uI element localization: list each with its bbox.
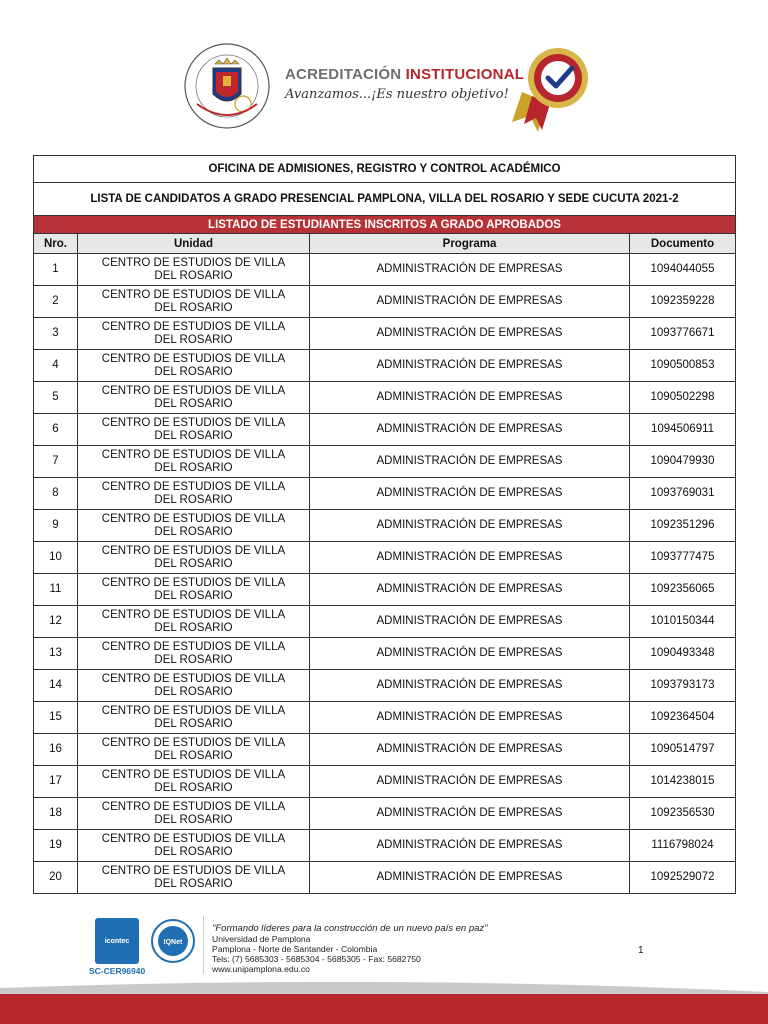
cell-documento — [630, 382, 736, 414]
documento-text: 1093793173 — [650, 679, 715, 692]
unidad-line-1: CENTRO DE ESTUDIOS DE VILLA — [101, 673, 286, 685]
row-number: 14 — [49, 679, 62, 692]
programa-text: ADMINISTRACIÓN DE EMPRESAS — [376, 711, 563, 724]
table-row — [34, 478, 736, 510]
unidad-line-2: DEL ROSARIO — [154, 301, 233, 314]
icontec-logo: icontec — [95, 918, 139, 964]
unidad-line-2: DEL ROSARIO — [154, 621, 233, 634]
documento-text: 1092529072 — [650, 871, 715, 884]
row-number: 19 — [49, 839, 62, 852]
cell-unidad — [78, 414, 310, 446]
row-number: 6 — [52, 423, 59, 436]
cell-documento — [630, 702, 736, 734]
accreditation-block — [285, 66, 524, 102]
unidad-line-2: DEL ROSARIO — [154, 653, 233, 666]
cell-programa — [310, 830, 630, 862]
list-title: LISTA DE CANDIDATOS A GRADO PRESENCIAL PAMPLONA, VILLA DEL ROSARIO Y SEDE CUCUTA 2021-2 — [34, 183, 736, 216]
table-row — [34, 510, 736, 542]
table-row — [34, 414, 736, 446]
row-number: 1 — [52, 263, 59, 276]
cell-documento — [630, 318, 736, 350]
documento-text: 1092356065 — [650, 583, 715, 596]
documento-text: 1094506911 — [650, 423, 715, 436]
unidad-line-2: DEL ROSARIO — [154, 493, 233, 506]
unidad-line-1: CENTRO DE ESTUDIOS DE VILLA — [101, 769, 286, 781]
programa-text: ADMINISTRACIÓN DE EMPRESAS — [376, 263, 563, 276]
cell-documento — [630, 670, 736, 702]
table-row — [34, 350, 736, 382]
documento-text: 1092351296 — [650, 519, 715, 532]
table-row — [34, 446, 736, 478]
programa-text: ADMINISTRACIÓN DE EMPRESAS — [376, 839, 563, 852]
certificate-code: SC-CER96940 — [89, 966, 146, 976]
documento-text: 1093769031 — [650, 487, 715, 500]
table-row — [34, 734, 736, 766]
cell-programa — [310, 286, 630, 318]
cell-nro — [34, 350, 78, 382]
unidad-line-1: CENTRO DE ESTUDIOS DE VILLA — [101, 705, 286, 717]
unidad-line-1: CENTRO DE ESTUDIOS DE VILLA — [101, 417, 286, 429]
unidad-line-2: DEL ROSARIO — [154, 685, 233, 698]
cell-documento — [630, 542, 736, 574]
cell-programa — [310, 382, 630, 414]
section-title: LISTADO DE ESTUDIANTES INSCRITOS A GRADO APROBADOS — [34, 216, 736, 234]
programa-text: ADMINISTRACIÓN DE EMPRESAS — [376, 295, 563, 308]
cell-nro — [34, 542, 78, 574]
programa-text: ADMINISTRACIÓN DE EMPRESAS — [376, 327, 563, 340]
cell-programa — [310, 446, 630, 478]
cell-documento — [630, 606, 736, 638]
accreditation-badge-logo — [510, 40, 592, 132]
row-number: 12 — [49, 615, 62, 628]
cell-documento — [630, 830, 736, 862]
programa-text: ADMINISTRACIÓN DE EMPRESAS — [376, 519, 563, 532]
candidates-table — [33, 155, 736, 894]
cell-nro — [34, 446, 78, 478]
unidad-line-1: CENTRO DE ESTUDIOS DE VILLA — [101, 289, 286, 301]
unidad-line-2: DEL ROSARIO — [154, 717, 233, 730]
footer-divider — [203, 916, 204, 974]
unidad-line-1: CENTRO DE ESTUDIOS DE VILLA — [101, 737, 286, 749]
footer-contact — [212, 924, 488, 974]
unidad-line-1: CENTRO DE ESTUDIOS DE VILLA — [101, 609, 286, 621]
unidad-line-1: CENTRO DE ESTUDIOS DE VILLA — [101, 513, 286, 525]
programa-text: ADMINISTRACIÓN DE EMPRESAS — [376, 807, 563, 820]
column-header-programa: Programa — [310, 234, 630, 254]
programa-text: ADMINISTRACIÓN DE EMPRESAS — [376, 743, 563, 756]
programa-text: ADMINISTRACIÓN DE EMPRESAS — [376, 487, 563, 500]
cell-unidad — [78, 542, 310, 574]
documento-text: 1090493348 — [650, 647, 715, 660]
programa-text: ADMINISTRACIÓN DE EMPRESAS — [376, 871, 563, 884]
programa-text: ADMINISTRACIÓN DE EMPRESAS — [376, 423, 563, 436]
cell-programa — [310, 606, 630, 638]
cell-programa — [310, 670, 630, 702]
table-row — [34, 254, 736, 286]
unidad-line-2: DEL ROSARIO — [154, 749, 233, 762]
column-header-nro: Nro. — [34, 234, 78, 254]
cell-nro — [34, 798, 78, 830]
table-row — [34, 286, 736, 318]
cell-documento — [630, 446, 736, 478]
cell-unidad — [78, 350, 310, 382]
cell-documento — [630, 798, 736, 830]
footer-phones: Tels: (7) 5685303 - 5685304 - 5685305 - Fax: 5682750 — [212, 954, 421, 964]
table-row — [34, 670, 736, 702]
documento-text: 1090479930 — [650, 455, 715, 468]
footer-red-band — [0, 994, 768, 1024]
cell-programa — [310, 638, 630, 670]
row-number: 8 — [52, 487, 59, 500]
table-row — [34, 798, 736, 830]
programa-text: ADMINISTRACIÓN DE EMPRESAS — [376, 679, 563, 692]
cell-unidad — [78, 254, 310, 286]
cell-documento — [630, 414, 736, 446]
cell-nro — [34, 414, 78, 446]
programa-text: ADMINISTRACIÓN DE EMPRESAS — [376, 455, 563, 468]
cell-nro — [34, 478, 78, 510]
row-number: 16 — [49, 743, 62, 756]
footer-university: Universidad de Pamplona — [212, 934, 311, 944]
row-number: 18 — [49, 807, 62, 820]
row-number: 10 — [49, 551, 62, 564]
cell-documento — [630, 862, 736, 894]
cell-nro — [34, 606, 78, 638]
programa-text: ADMINISTRACIÓN DE EMPRESAS — [376, 615, 563, 628]
table-row — [34, 574, 736, 606]
cell-nro — [34, 574, 78, 606]
programa-text: ADMINISTRACIÓN DE EMPRESAS — [376, 551, 563, 564]
cell-unidad — [78, 798, 310, 830]
accreditation-slogan: Avanzamos...¡Es nuestro objetivo! — [285, 87, 509, 102]
page-number: 1 — [638, 945, 644, 956]
cell-programa — [310, 798, 630, 830]
column-header-unidad: Unidad — [78, 234, 310, 254]
documento-text: 1094044055 — [650, 263, 715, 276]
cell-nro — [34, 318, 78, 350]
cell-nro — [34, 638, 78, 670]
row-number: 7 — [52, 455, 59, 468]
cell-documento — [630, 510, 736, 542]
unidad-line-2: DEL ROSARIO — [154, 781, 233, 794]
cell-programa — [310, 510, 630, 542]
cell-unidad — [78, 286, 310, 318]
table-row — [34, 382, 736, 414]
cell-programa — [310, 254, 630, 286]
documento-text: 1116798024 — [651, 839, 714, 852]
cell-unidad — [78, 382, 310, 414]
cell-nro — [34, 382, 78, 414]
unidad-line-1: CENTRO DE ESTUDIOS DE VILLA — [101, 257, 286, 269]
unidad-line-2: DEL ROSARIO — [154, 461, 233, 474]
cell-nro — [34, 254, 78, 286]
unidad-line-1: CENTRO DE ESTUDIOS DE VILLA — [101, 545, 286, 557]
list-title-row — [34, 183, 736, 216]
svg-text:IQNet: IQNet — [163, 939, 183, 946]
cell-nro — [34, 830, 78, 862]
table-row — [34, 638, 736, 670]
documento-text: 1090502298 — [650, 391, 715, 404]
cell-unidad — [78, 446, 310, 478]
documento-text: 1090514797 — [650, 743, 715, 756]
cell-programa — [310, 350, 630, 382]
row-number: 20 — [49, 871, 62, 884]
cell-programa — [310, 574, 630, 606]
cell-nro — [34, 510, 78, 542]
table-row — [34, 318, 736, 350]
cell-programa — [310, 734, 630, 766]
unidad-line-1: CENTRO DE ESTUDIOS DE VILLA — [101, 833, 286, 845]
programa-text: ADMINISTRACIÓN DE EMPRESAS — [376, 583, 563, 596]
cell-unidad — [78, 670, 310, 702]
column-header-documento: Documento — [630, 234, 736, 254]
cell-unidad — [78, 606, 310, 638]
cell-unidad — [78, 574, 310, 606]
table-row — [34, 830, 736, 862]
documento-text: 1010150344 — [650, 615, 715, 628]
unidad-line-1: CENTRO DE ESTUDIOS DE VILLA — [101, 641, 286, 653]
section-title-row — [34, 216, 736, 234]
programa-text: ADMINISTRACIÓN DE EMPRESAS — [376, 647, 563, 660]
cell-nro — [34, 862, 78, 894]
cell-programa — [310, 862, 630, 894]
unidad-line-2: DEL ROSARIO — [154, 269, 233, 282]
cell-unidad — [78, 766, 310, 798]
cell-programa — [310, 702, 630, 734]
cell-unidad — [78, 638, 310, 670]
row-number: 4 — [52, 359, 59, 372]
unidad-line-2: DEL ROSARIO — [154, 813, 233, 826]
office-title-row — [34, 156, 736, 183]
documento-text: 1092359228 — [650, 295, 715, 308]
unidad-line-2: DEL ROSARIO — [154, 525, 233, 538]
table-row — [34, 862, 736, 894]
cell-programa — [310, 766, 630, 798]
cell-programa — [310, 414, 630, 446]
unidad-line-2: DEL ROSARIO — [154, 845, 233, 858]
office-title: OFICINA DE ADMISIONES, REGISTRO Y CONTROL ACADÉMICO — [34, 156, 736, 183]
unidad-line-2: DEL ROSARIO — [154, 589, 233, 602]
table-row — [34, 766, 736, 798]
accreditation-title: ACREDITACIÓN INSTITUCIONAL — [285, 66, 525, 83]
unidad-line-1: CENTRO DE ESTUDIOS DE VILLA — [101, 449, 286, 461]
footer-location: Pamplona - Norte de Santander - Colombia — [212, 944, 378, 954]
cell-documento — [630, 638, 736, 670]
unidad-line-2: DEL ROSARIO — [154, 877, 233, 890]
cell-nro — [34, 702, 78, 734]
footer-website: www.unipamplona.edu.co — [212, 964, 310, 974]
cell-unidad — [78, 318, 310, 350]
unidad-line-1: CENTRO DE ESTUDIOS DE VILLA — [101, 865, 286, 877]
unidad-line-1: CENTRO DE ESTUDIOS DE VILLA — [101, 801, 286, 813]
row-number: 3 — [52, 327, 59, 340]
column-header-row — [34, 234, 736, 254]
cell-nro — [34, 286, 78, 318]
cell-documento — [630, 766, 736, 798]
documento-text: 1090500853 — [650, 359, 715, 372]
row-number: 9 — [52, 519, 59, 532]
cell-programa — [310, 478, 630, 510]
iqnet-logo — [150, 918, 196, 964]
programa-text: ADMINISTRACIÓN DE EMPRESAS — [376, 775, 563, 788]
programa-text: ADMINISTRACIÓN DE EMPRESAS — [376, 359, 563, 372]
cell-unidad — [78, 702, 310, 734]
unidad-line-1: CENTRO DE ESTUDIOS DE VILLA — [101, 321, 286, 333]
documento-text: 1093776671 — [650, 327, 715, 340]
cell-programa — [310, 318, 630, 350]
cell-documento — [630, 574, 736, 606]
documento-text: 1014238015 — [650, 775, 715, 788]
unidad-line-2: DEL ROSARIO — [154, 557, 233, 570]
cell-nro — [34, 734, 78, 766]
row-number: 17 — [49, 775, 62, 788]
cell-unidad — [78, 862, 310, 894]
cell-unidad — [78, 478, 310, 510]
footer-quote: "Formando líderes para la construcción de un nuevo país en paz" — [212, 923, 488, 934]
documento-text: 1092364504 — [650, 711, 715, 724]
cell-documento — [630, 254, 736, 286]
cell-programa — [310, 542, 630, 574]
cell-documento — [630, 286, 736, 318]
row-number: 2 — [52, 295, 59, 308]
unidad-line-1: CENTRO DE ESTUDIOS DE VILLA — [101, 385, 286, 397]
cell-documento — [630, 350, 736, 382]
university-seal-logo — [183, 42, 271, 130]
row-number: 5 — [52, 391, 59, 404]
row-number: 15 — [49, 711, 62, 724]
cell-documento — [630, 734, 736, 766]
table-row — [34, 542, 736, 574]
cell-unidad — [78, 510, 310, 542]
unidad-line-1: CENTRO DE ESTUDIOS DE VILLA — [101, 577, 286, 589]
documento-text: 1093777475 — [650, 551, 715, 564]
unidad-line-2: DEL ROSARIO — [154, 429, 233, 442]
row-number: 11 — [49, 583, 62, 596]
cell-nro — [34, 670, 78, 702]
row-number: 13 — [49, 647, 62, 660]
unidad-line-1: CENTRO DE ESTUDIOS DE VILLA — [101, 353, 286, 365]
unidad-line-1: CENTRO DE ESTUDIOS DE VILLA — [101, 481, 286, 493]
unidad-line-2: DEL ROSARIO — [154, 365, 233, 378]
unidad-line-2: DEL ROSARIO — [154, 397, 233, 410]
table-row — [34, 702, 736, 734]
table-row — [34, 606, 736, 638]
cell-unidad — [78, 830, 310, 862]
cell-unidad — [78, 734, 310, 766]
documento-text: 1092356530 — [650, 807, 715, 820]
cell-documento — [630, 478, 736, 510]
page-header — [0, 0, 768, 150]
cell-nro — [34, 766, 78, 798]
unidad-line-2: DEL ROSARIO — [154, 333, 233, 346]
programa-text: ADMINISTRACIÓN DE EMPRESAS — [376, 391, 563, 404]
